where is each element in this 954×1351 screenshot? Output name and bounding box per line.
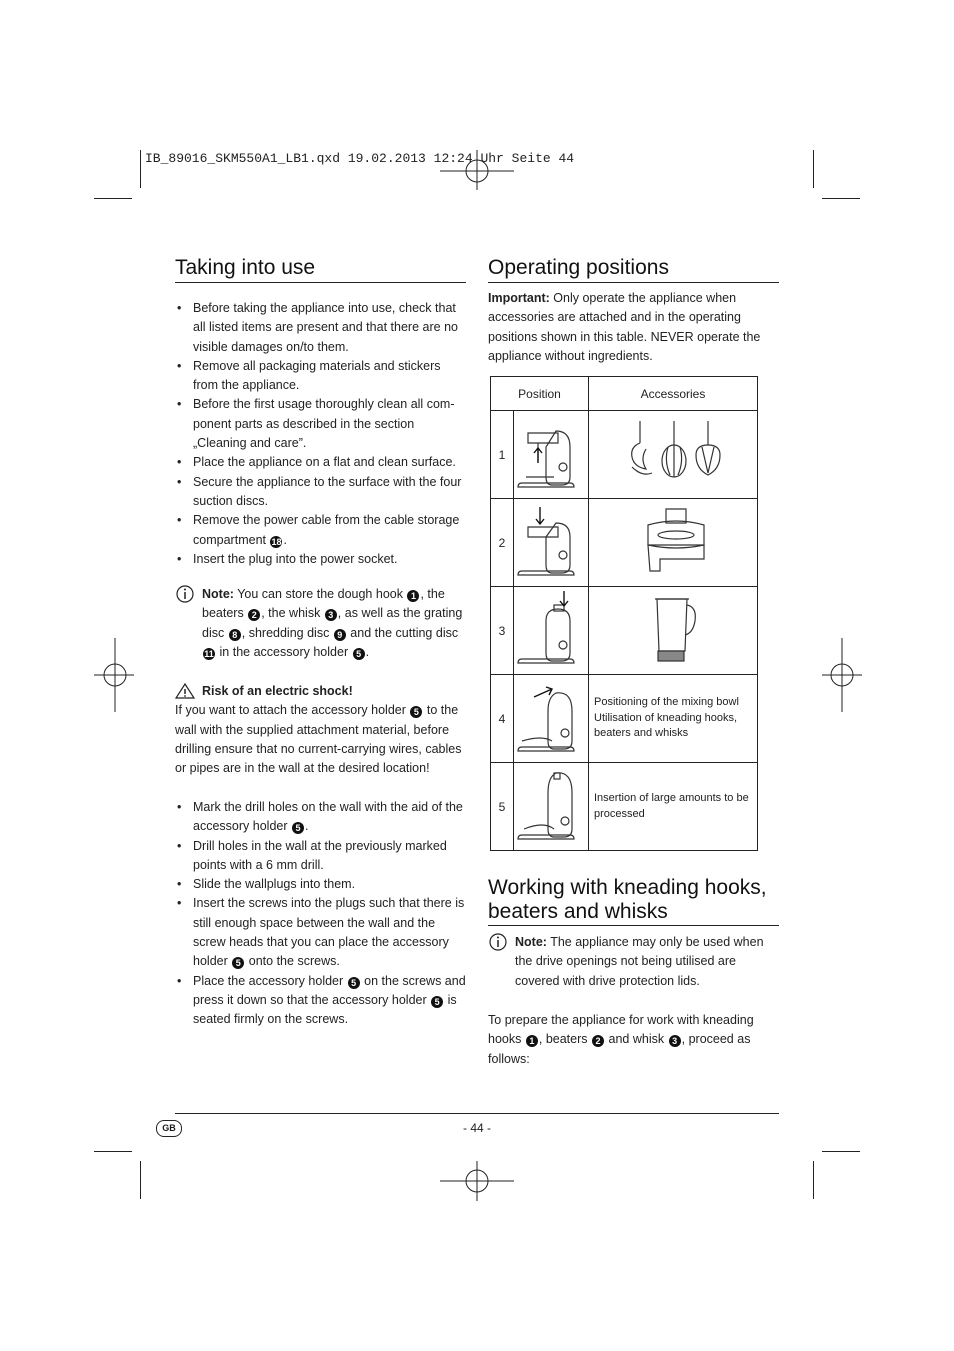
note-drive-openings: [488, 933, 780, 991]
info-icon: [488, 933, 510, 953]
position-number: 2: [491, 499, 514, 587]
reference-number-badge: 3: [669, 1035, 681, 1047]
blender-jar-illustration: [589, 587, 758, 675]
mounting-bullet-list: [175, 798, 467, 1030]
list-item: • Remove the power cable from the cable storage compartment 18 .: [175, 511, 467, 550]
title-line-1: Working with kneading hooks,: [488, 876, 767, 899]
note-text: The appliance may only be used when the drive openings not being utilised are covered with drive protection lids.: [515, 935, 764, 988]
list-item: • Drill holes in the wall at the previously marked points with a 6 mm drill.: [175, 837, 467, 876]
food-processor-attachment-illustration: [589, 499, 758, 587]
list-item: • Mark the drill holes on the wall with the aid of the accessory holder 5 .: [175, 798, 467, 837]
warning-text: If you want to attach the accessory holder 5 to the wall with the supplied attachment material, before drilling ensure that no current-carrying wires, cables or pipes are in the wall at the desired location!: [175, 703, 462, 776]
list-item: • Place the appliance on a flat and clean surface.: [175, 453, 467, 472]
reference-number-badge: 2: [248, 609, 260, 621]
reference-number-badge: 2: [592, 1035, 604, 1047]
list-item: • Before taking the appliance into use, check that all listed items are present and that there are no visible damages on/to them.: [175, 299, 467, 357]
position-number: 5: [491, 763, 514, 851]
reference-number-badge: 3: [325, 609, 337, 621]
warning-title: Risk of an electric shock!: [202, 684, 353, 698]
info-icon: [175, 585, 197, 605]
list-item: • Remove all packaging materials and stickers from the appliance.: [175, 357, 467, 396]
section-title-kneading-hooks: [488, 876, 767, 924]
warning-triangle-icon: [175, 682, 197, 700]
list-item: • Place the accessory holder 5 on the screws and press it down so that the accessory holder 5 is seated firmly on the screws.: [175, 972, 467, 1030]
page-number: - 44 -: [462, 1121, 491, 1135]
reference-number-badge: 11: [204, 648, 214, 659]
mixer-head-down-illustration: [514, 499, 589, 587]
note-label: Note:: [202, 587, 234, 601]
title-line-2: beaters and whisks: [488, 900, 668, 923]
setup-bullet-list: [175, 299, 467, 569]
list-item: • Slide the wallplugs into them.: [175, 875, 467, 894]
mixer-raised-head-illustration: [514, 763, 589, 851]
list-item: • Insert the screws into the plugs such that there is still enough space between the wall and the screw heads that you can place the accessory holder 5 onto the screws.: [175, 894, 467, 971]
position-5-description: Insertion of large amounts to be processed: [589, 763, 758, 851]
position-number: 3: [491, 587, 514, 675]
warning-electric-shock: [175, 682, 467, 778]
prepare-paragraph: To prepare the appliance for work with kneading hooks 1 , beaters 2 and whisk 3 , proceed as follows:: [488, 1013, 754, 1066]
table-row: [491, 587, 758, 675]
note-text: You can store the dough hook 1 , the beaters 2 , the whisk 3 , as well as the grating disc 8 , shredding disc 9 and the cutting disc 11 in the accessory holder 5 .: [202, 587, 463, 659]
reference-number-badge: 1: [526, 1035, 538, 1047]
table-row: [491, 675, 758, 763]
reference-number-badge: 5: [292, 822, 304, 834]
reference-number-badge: 5: [232, 957, 244, 969]
position-number: 4: [491, 675, 514, 763]
important-paragraph: [488, 289, 778, 366]
reference-number-badge: 5: [431, 996, 443, 1008]
note-storage: [175, 585, 467, 662]
title-rule: [488, 282, 779, 283]
list-item: • Secure the appliance to the surface with the four suction discs.: [175, 473, 467, 512]
reference-number-badge: 18: [271, 536, 282, 547]
reference-number-badge: 8: [229, 629, 241, 641]
mixer-head-up-illustration: [514, 411, 589, 499]
table-row: [491, 763, 758, 851]
operating-positions-table: [490, 376, 758, 851]
reference-number-badge: 5: [348, 977, 360, 989]
title-rule: [175, 282, 466, 283]
section-title-taking-into-use: Taking into use: [175, 256, 316, 279]
table-header-row: [491, 377, 758, 411]
mixer-blender-position-illustration: [514, 587, 589, 675]
list-item: • Insert the plug into the power socket.: [175, 550, 467, 569]
kneading-hook-beater-whisk-illustration: [589, 411, 758, 499]
column-header-position: Position: [491, 377, 589, 411]
reference-number-badge: 9: [334, 629, 346, 641]
reference-number-badge: 5: [410, 706, 422, 718]
table-row: [491, 499, 758, 587]
section-title-operating-positions: Operating positions: [488, 256, 669, 279]
print-slug: IB_89016_SKM550A1_LB1.qxd 19.02.2013 12:24 Uhr Seite 44: [145, 151, 575, 166]
reference-number-badge: 5: [353, 648, 365, 660]
reference-number-badge: 1: [407, 590, 419, 602]
position-4-description: Positioning of the mixing bowl Utilisation of kneading hooks, beaters and whisks: [589, 675, 758, 763]
footer-rule: [175, 1113, 779, 1114]
title-rule: [488, 925, 779, 926]
list-item: • Before the first usage thoroughly clean all com-ponent parts as described in the section „Cleaning and care”.: [175, 395, 467, 453]
note-label: Note:: [515, 935, 547, 949]
important-text: Only operate the appliance when accessories are attached and in the operating positions shown in this table. NEVER operate the appliance without ingredients.: [488, 291, 761, 363]
important-label: Important:: [488, 291, 550, 305]
position-number: 1: [491, 411, 514, 499]
language-badge: GB: [156, 1120, 182, 1137]
column-header-accessories: Accessories: [589, 377, 758, 411]
table-row: [491, 411, 758, 499]
mixer-tilted-head-illustration: [514, 675, 589, 763]
